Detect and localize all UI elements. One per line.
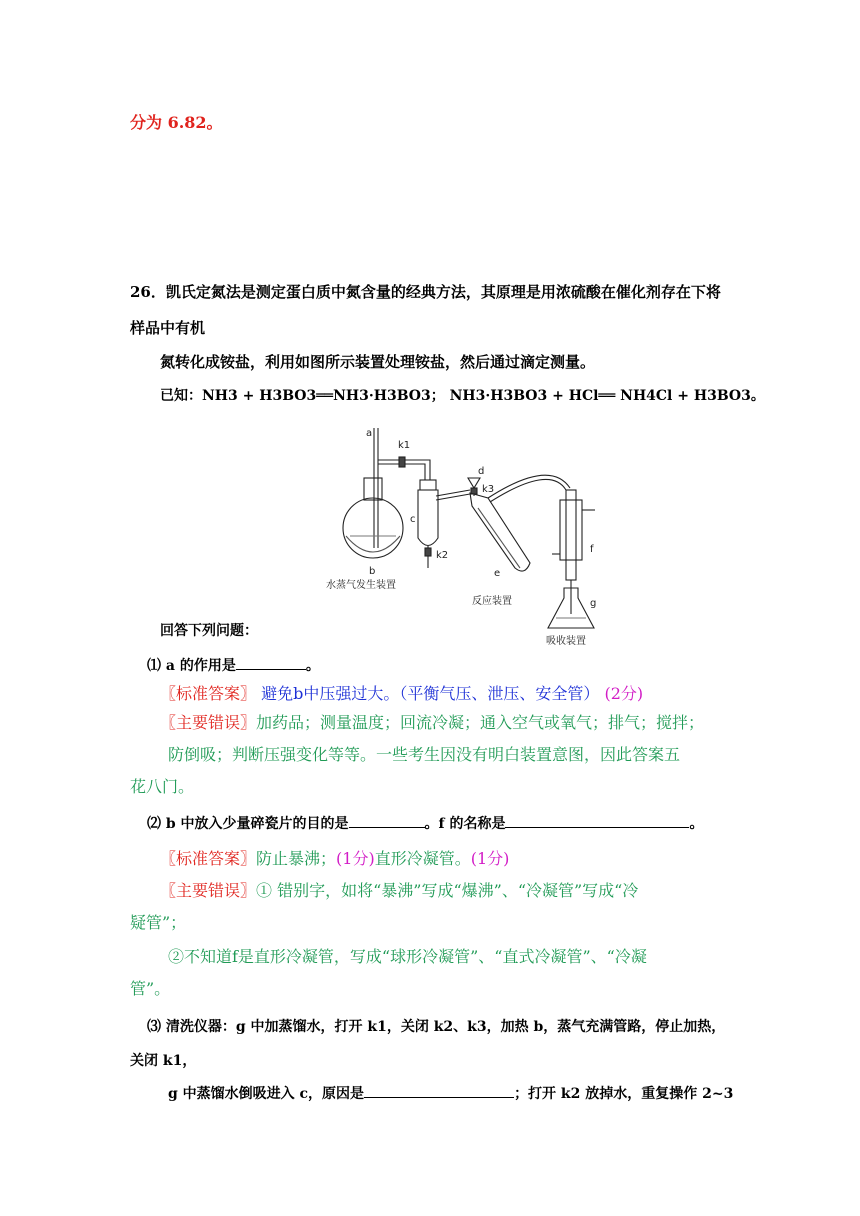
q2-standard-answer: [160, 846, 509, 869]
q2-blank-2: [505, 813, 689, 828]
label-k2: k2: [436, 550, 449, 561]
std-tag-1: 〖标准答案〗: [160, 684, 257, 703]
label-e: e: [494, 568, 501, 579]
q1-err-3: 花八门。: [130, 777, 195, 796]
q1-line: [147, 655, 320, 675]
label-f: f: [590, 544, 594, 555]
err-tag-2: 〖主要错误〗: [160, 881, 257, 900]
known-eq: NH3 + H3BO3══NH3·H3BO3； NH3·H3BO3 + HCl══ NH4Cl + H3BO3。: [202, 388, 765, 404]
q1-err-2: 防倒吸；判断压强变化等等。一些考生因没有明白装置意图，因此答案五: [168, 745, 681, 764]
known-label: 已知：: [160, 388, 202, 404]
std-tag-2: 〖标准答案〗: [160, 849, 257, 868]
q2-ans-2: 直形冷凝管。: [374, 849, 471, 868]
q1-errors-1: [160, 710, 704, 733]
q2-question-c: 。: [689, 816, 704, 832]
q2-score-2: (1分): [470, 849, 510, 868]
caption-reaction: 反应装置: [472, 596, 512, 607]
q2-err-3: ②不知道f是直形冷凝管，写成“球形冷凝管”、“直式冷凝管”、“冷凝: [168, 947, 647, 966]
q2-err-2: 疑管”；: [130, 913, 187, 932]
q1-question-b: 。: [305, 658, 320, 674]
q3-line-1: ⑶ 清洗仪器：g 中加蒸馏水，打开 k1，关闭 k2、k3，加热 b，蒸气充满管路，停止加热，: [147, 1019, 726, 1035]
q2-question-a: ⑵ b 中放入少量碎瓷片的目的是: [147, 816, 349, 832]
q2-blank-1: [349, 813, 425, 828]
q3-blank: [364, 1083, 514, 1098]
q2-err-4: 管”。: [130, 979, 171, 998]
label-k3: k3: [482, 484, 495, 495]
q2-err-1: ① 错别字，如将“暴沸”写成“爆沸”、“冷凝管”写成“冷: [256, 881, 639, 900]
caption-steam: 水蒸气发生装置: [326, 580, 396, 591]
label-b: b: [369, 566, 376, 577]
q2-score-1: (1分): [336, 849, 375, 868]
q3-line-2: 关闭 k1，: [130, 1053, 197, 1069]
q1-err-1: 加药品；测量温度；回流冷凝；通入空气或氧气；排气；搅拌；: [256, 713, 705, 732]
label-c: c: [410, 514, 416, 525]
q26-intro-2: 样品中有机: [130, 319, 206, 337]
label-d: d: [478, 466, 485, 477]
q1-question-a: ⑴ a 的作用是: [147, 658, 236, 674]
q26-intro-1: 26．凯氏定氮法是测定蛋白质中氮含量的经典方法，其原理是用浓硫酸在催化剂存在下将: [130, 283, 721, 301]
q1-std-answer: 避免b中压强过大。（平衡气压、泄压、安全管）: [256, 684, 600, 703]
q2-question-b: 。f 的名称是: [424, 816, 506, 832]
q1-answer-blank: [236, 655, 306, 670]
label-a: a: [366, 428, 373, 439]
q3-line-3: [168, 1083, 733, 1103]
label-g: g: [590, 598, 597, 609]
err-tag-1: 〖主要错误〗: [160, 713, 257, 732]
q2-errors-1: [160, 878, 638, 901]
q1-standard-answer: [160, 681, 643, 704]
q1-std-score: (2分): [599, 684, 644, 703]
known-equations: [160, 385, 765, 405]
caption-absorb: 吸收装置: [546, 636, 586, 647]
top-line: 分为 6.82。: [130, 113, 223, 132]
q2-ans-1: 防止暴沸；: [256, 849, 337, 868]
q26-intro-3: 氮转化成铵盐，利用如图所示装置处理铵盐，然后通过滴定测量。: [160, 353, 596, 371]
q3-line-3a: g 中蒸馏水倒吸进入 c，原因是: [168, 1086, 365, 1102]
label-k1: k1: [398, 440, 411, 451]
q3-line-3b: ；打开 k2 放掉水，重复操作 2~3: [514, 1086, 734, 1102]
q2-line: [147, 813, 703, 833]
answer-prompt: 回答下列问题：: [160, 623, 258, 639]
apparatus-diagram: [320, 418, 620, 648]
